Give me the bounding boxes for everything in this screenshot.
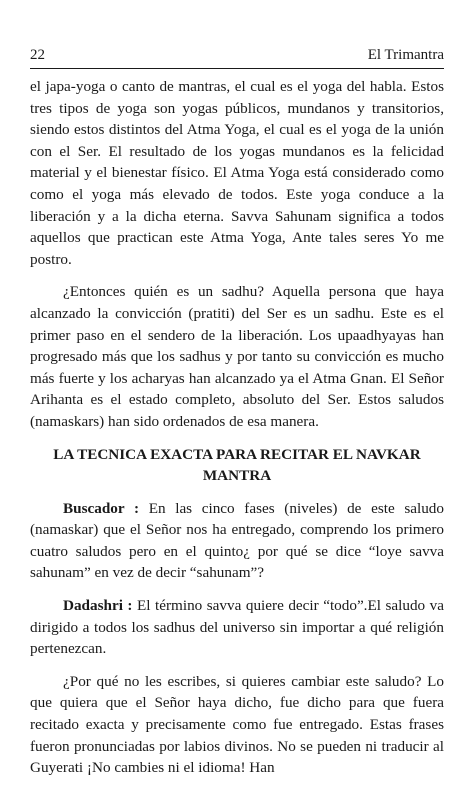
speaker-dadashri: Dadashri :	[63, 597, 133, 615]
paragraph-3-text: En las cinco fases (niveles) de este saludo (namaskar) que el Señor nos ha entregado, comprendo los primero cuatro saludos pero en el quinto¿ por qué se dice “loye savva sahunam” en vez de decir “sahunam”?	[30, 499, 444, 582]
paragraph-5: ¿Por qué no les escribes, si quieres cambiar este saludo? Lo que quiera que el Señor haya dicho, fue dicho para que fuera recitado exacta y precisamente como fue entregado. Estas frases fueron pronunciadas por labios divinos. No se pueden ni traducir al Guyerati ¡No cambies ni el idioma! Han	[30, 672, 444, 777]
paragraph-3	[30, 498, 444, 584]
paragraph-4-text: El término savva quiere decir “todo”.El saludo va dirigido a todos los sadhus del universo sin importar a qué religión pertenezcan.	[30, 597, 444, 658]
page-number: 22	[30, 47, 45, 63]
page-header	[30, 46, 444, 64]
paragraph-1: el japa-yoga o canto de mantras, el cual es el yoga del habla. Estos tres tipos de yoga son yogas públicos, mundanos y transitorios, siendo estos distintos del Atma Yoga, el cual es el yoga de la unión con el Ser. El resultado de los yogas mundanos es la felicidad material y el bienestar físico. El Atma Yoga está considerado como como el yoga más elevado de todos. Este yoga conduce a la liberación y a la dicha eterna. Savva Sahunam significa a todos aquellos que practican este Atma Yoga, Ante tales seres Yo me postro.	[30, 78, 444, 268]
speaker-buscador: Buscador :	[63, 499, 140, 517]
page-body	[30, 76, 444, 790]
header-rule	[30, 68, 444, 69]
paragraph-2: ¿Entonces quién es un sadhu? Aquella persona que haya alcanzado la convicción (pratiti) del Ser es un sadhu. Este es el primer paso en el sendero de la liberación. Los upaadhyayas han progresado más que los sadhus y por tanto su convicción es mucho más fuerte y los acharyas han alcanzado ya el Atma Gnan. El Señor Arihanta es el estado completo, absoluto del Ser. Estos saludos (namaskars) han sido ordenados de esa manera.	[30, 283, 444, 430]
section-heading: LA TECNICA EXACTA PARA RECITAR EL NAVKAR MANTRA	[53, 445, 421, 485]
running-title: El Trimantra	[367, 47, 444, 63]
paragraph-4	[30, 595, 444, 660]
